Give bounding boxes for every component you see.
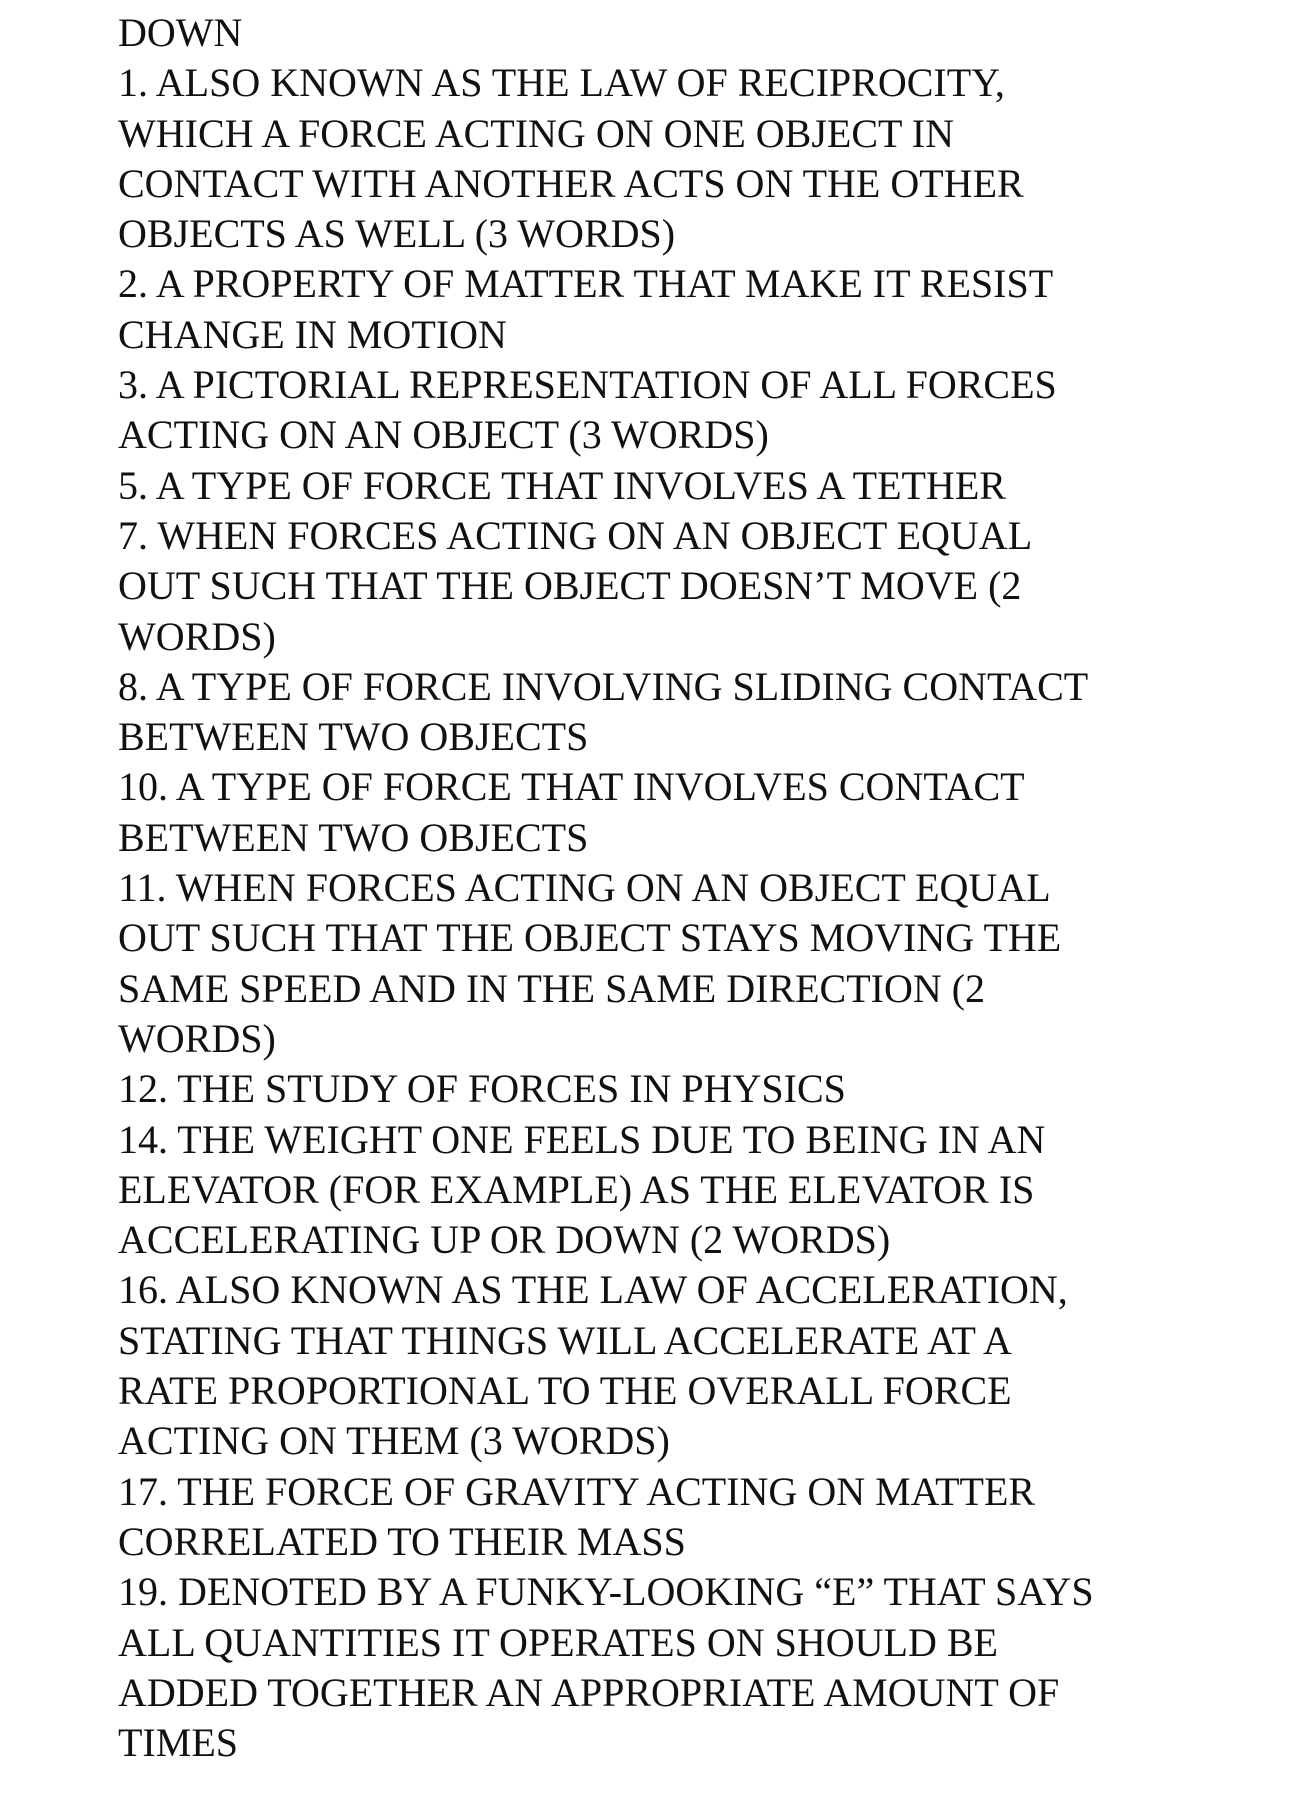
clue-5: 5. A TYPE OF FORCE THAT INVOLVES A TETHER (118, 462, 1006, 508)
clue-14: 14. THE WEIGHT ONE FEELS DUE TO BEING IN AN ELEVATOR (FOR EXAMPLE) AS THE ELEVATOR IS ACCELERATING UP OR DOWN (2 WORDS) (118, 1116, 1046, 1263)
clue-12: 12. THE STUDY OF FORCES IN PHYSICS (118, 1066, 846, 1112)
clue-list-page (118, 8, 1268, 1768)
clue-17: 17. THE FORCE OF GRAVITY ACTING ON MATTER CORRELATED TO THEIR MASS (118, 1468, 1036, 1564)
clue-16: 16. ALSO KNOWN AS THE LAW OF ACCELERATION, STATING THAT THINGS WILL ACCELERATE AT A RATE PROPORTIONAL TO THE OVERALL FORCE ACTING ON THEM (3 WORDS) (118, 1267, 1068, 1464)
clue-2: 2. A PROPERTY OF MATTER THAT MAKE IT RESIST CHANGE IN MOTION (118, 261, 1054, 357)
clue-19: 19. DENOTED BY A FUNKY-LOOKING “E” THAT SAYS ALL QUANTITIES IT OPERATES ON SHOULD BE ADDED TOGETHER AN APPROPRIATE AMOUNT OF TIMES (118, 1569, 1094, 1766)
clue-8: 8. A TYPE OF FORCE INVOLVING SLIDING CONTACT BETWEEN TWO OBJECTS (118, 663, 1089, 760)
clue-10: 10. A TYPE OF FORCE THAT INVOLVES CONTACT BETWEEN TWO OBJECTS (118, 764, 1025, 860)
clue-7: 7. WHEN FORCES ACTING ON AN OBJECT EQUAL OUT SUCH THAT THE OBJECT DOESN’T MOVE (2 WORDS) (118, 512, 1033, 659)
clue-11: 11. WHEN FORCES ACTING ON AN OBJECT EQUAL OUT SUCH THAT THE OBJECT STAYS MOVING THE SAME SPEED AND IN THE SAME DIRECTION (2 WORDS) (118, 865, 1062, 1061)
clue-1: 1. ALSO KNOWN AS THE LAW OF RECIPROCITY, WHICH A FORCE ACTING ON ONE OBJECT IN CONTACT WITH ANOTHER ACTS ON THE OTHER OBJECTS AS WELL (3 WORDS) (118, 60, 1024, 257)
section-heading-down: DOWN (118, 10, 243, 55)
clue-3: 3. A PICTORIAL REPRESENTATION OF ALL FORCES ACTING ON AN OBJECT (3 WORDS) (118, 362, 1057, 458)
